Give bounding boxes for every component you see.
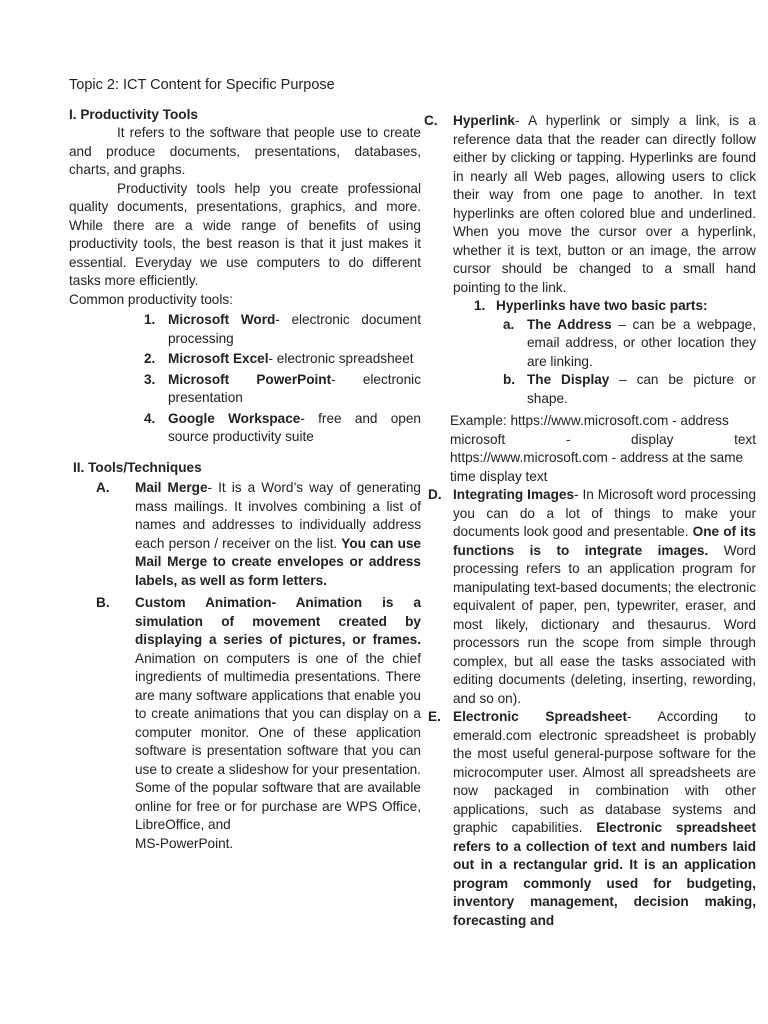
item-text: - It is a Word’s way of generating mass mailings. It involves combining a list of names and addresses to individually address each person / receiver on the list. [135,480,421,551]
tool-desc: - electronic document processing [168,312,421,346]
part-desc: – can be picture or shape. [527,372,756,406]
example-word: display [631,431,674,447]
list-letter: a. [503,316,515,332]
parts-heading-text: Hyperlinks have two basic parts: [496,298,708,313]
item-text: - In Microsoft word processing you can do a lot of things to make your documents look good and presentable. [453,487,757,539]
list-number: 4. [144,410,156,426]
example-word: - [565,431,571,447]
list-number: 1. [144,312,156,327]
list-item-mail-merge [96,479,421,590]
list-letter: E. [428,709,441,724]
list-number: 3. [144,371,156,387]
tool-name: Microsoft PowerPoint [168,371,332,387]
section1-heading: I. Productivity Tools [69,106,198,122]
item-last-line: MS-PowerPoint. [135,835,234,851]
list-item-custom-animation [96,594,421,853]
item-text: Animation on computers is one of the chief ingredients of multimedia presentations. There are many software applications that enable you to create animations that you can display on a computer monitor. One of these application software is presentation software that you can use to create a slideshow for your presentation. Some of the popular software that are available online for free or for purchase are WPS Office, LibreOffice, and [135,650,421,832]
item-bold-text: You can use Mail Merge to create envelopes or address labels, as well as form letters. [135,535,421,588]
list-letter: C. [424,113,438,128]
item-bold-text: One of its functions is to integrate images. [453,524,756,558]
list-letter: B. [96,595,110,610]
list-item-hyperlink [424,112,756,297]
list-item [144,410,421,447]
item-name: Custom Animation [135,595,272,610]
hyperlink-parts-heading [474,297,756,316]
right-list-2 [428,486,756,930]
section1-paragraph-2: Productivity tools help you create professional quality documents, presentations, graphics, and more. While there are a wide range of benefits of using productivity tools, the best reason is that it just makes it essential. Everyday we use computers to do different tasks more efficiently. [69,180,421,288]
list-item [144,350,421,369]
list-item-electronic-spreadsheet [428,708,756,930]
section1-paragraph-1: It refers to the software that people use to create and produce documents, presentations, databases, charts, and graphs. [69,125,421,177]
item-name: Hyperlink [453,113,515,128]
part-name: The Display [527,372,610,387]
item-bold-text: - Animation is a simulation of movement created by displaying a series of pictures, or frames. [135,595,421,647]
item-text: - A hyperlink or simply a link, is a reference data that the reader can directly follow either by clicking or tapping. Hyperlinks are found in nearly all Web pages, allowing users to click their way from one page to another. In text hyperlinks are often colored blue and underlined. When you move the cursor over a hyperlink, whether it is text, button or an image, the arrow cursor should be changed to a small hand pointing to the link. [453,113,756,295]
list-item-display [503,371,756,408]
list-item [144,311,421,348]
example-word: text [734,431,756,447]
hyperlink-example [450,412,756,486]
list-item [144,371,421,408]
hyperlink-parts-list [428,316,756,409]
tool-name: Google Workspace [168,410,301,426]
example-line-3: https://www.microsoft.com - address at the same time display text [450,450,744,484]
list-number: 1. [474,298,486,313]
tool-desc: - electronic presentation [168,371,421,405]
list-letter: A. [96,480,110,495]
item-name: Electronic Spreadsheet [453,709,628,724]
item-text-2: Word processing refers to an application program for manipulating text-based documents; the electronic equivalent of paper, pen, typewriter, eraser, and most likely, dictionary and thesaurus. Word processors run the scope from simple through complex, but all ease the tasks associated with editing documents (deleting, inserting, rewording, and so on). [453,542,757,706]
section2-heading: II. Tools/Techniques [73,459,202,475]
part-desc: – can be a webpage, email address, or other location they are linking. [527,316,756,369]
list-number: 2. [144,351,156,366]
list-item-integrating-images [428,486,756,708]
left-column [69,76,421,853]
right-list [424,112,756,297]
common-tools-label: Common productivity tools: [69,291,233,307]
techniques-list [69,479,421,853]
page-title: Topic 2: ICT Content for Specific Purpose [69,77,335,93]
productivity-tools-list [144,311,421,447]
list-letter: b. [503,372,516,387]
tool-name: Microsoft Word [168,312,276,327]
list-item-address [503,316,756,372]
item-text: - According to emerald.com electronic spreadsheet is probably the most useful general-purpose software for the microcomputer user. Almost all spreadsheets are now packaged in combination with other applications, such as database systems and graphic capabilities. [453,709,756,835]
part-name: The Address [527,316,612,332]
list-letter: D. [428,487,442,502]
item-bold-text: Electronic spreadsheet refers to a collection of text and numbers laid out in a rectangular grid. It is an application program commonly used for budgeting, inventory management, decision making, forecasting and [453,820,756,928]
item-name: Integrating Images [453,487,575,502]
example-word: microsoft [450,431,506,447]
example-line-1: Example: https://www.microsoft.com - address [450,413,729,428]
example-line-2 [450,431,756,450]
tool-name: Microsoft Excel [168,351,269,366]
right-column [424,112,757,930]
item-name: Mail Merge [135,480,208,495]
tool-desc: - free and open source productivity suite [168,410,421,444]
tool-desc: - electronic spreadsheet [268,351,414,366]
